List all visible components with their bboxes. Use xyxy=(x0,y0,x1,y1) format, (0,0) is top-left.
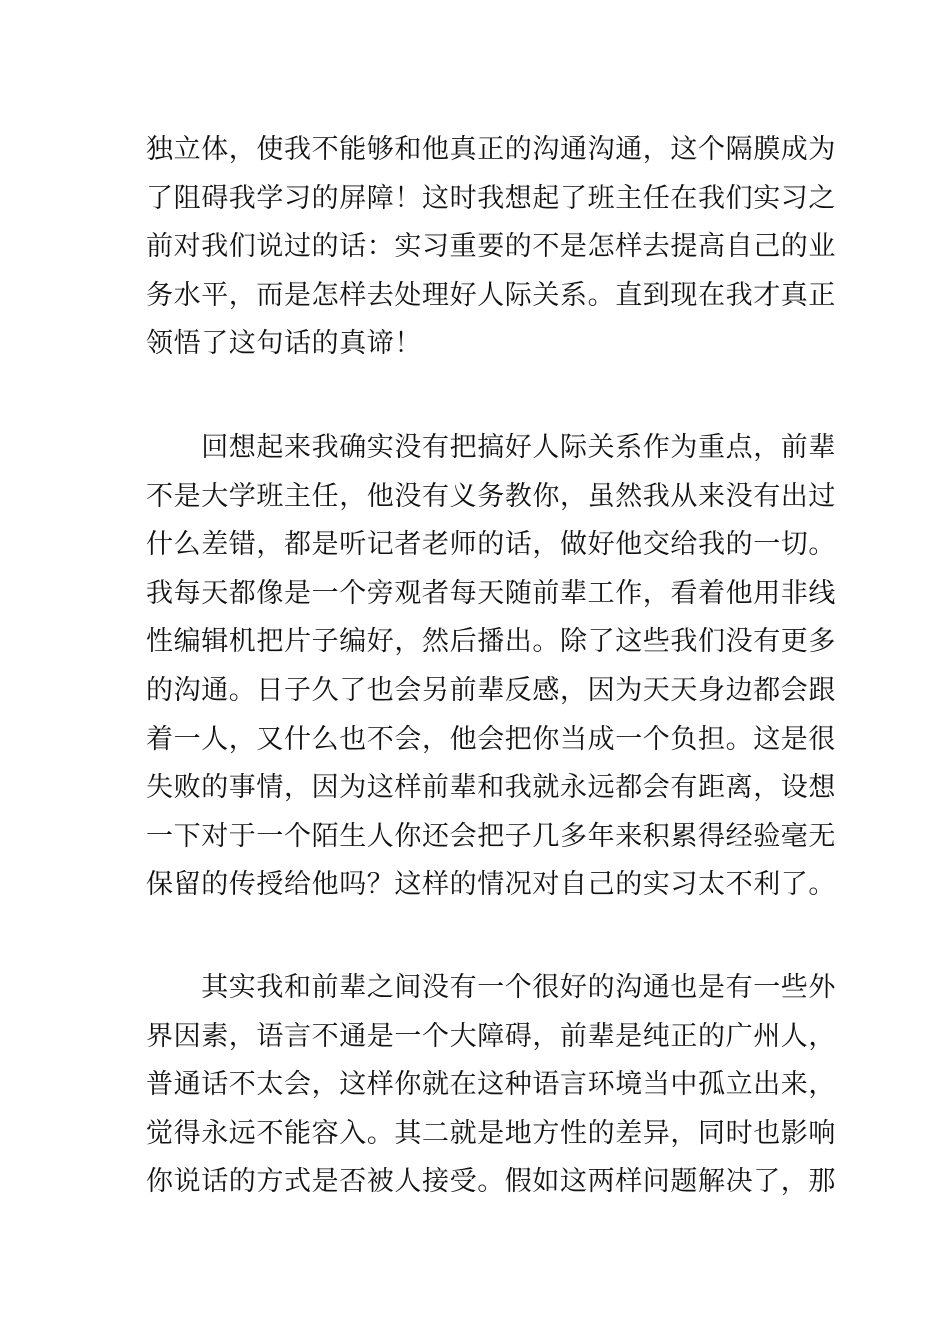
text-line: 一下对于一个陌生人你还会把子几多年来积累得经验毫无 xyxy=(146,820,836,852)
text-line: 领悟了这句话的真谛！ xyxy=(146,328,422,360)
text-line: 什么差错，都是听记者老师的话，做好他交给我的一切。 xyxy=(146,529,836,561)
text-line: 界因素，语言不通是一个大障碍，前辈是纯正的广州人， xyxy=(146,1020,836,1052)
text-line: 着一人，又什么也不会，他会把你当成一个负担。这是很 xyxy=(146,723,836,755)
text-line: 不是大学班主任，他没有义务教你，虽然我从来没有出过 xyxy=(146,480,836,512)
text-line: 失败的事情，因为这样前辈和我就永远都会有距离，设想 xyxy=(146,772,836,804)
text-line: 觉得永远不能容入。其二就是地方性的差异，同时也影响 xyxy=(146,1117,836,1149)
text-line: 我每天都像是一个旁观者每天随前辈工作，看着他用非线 xyxy=(146,577,836,609)
text-line: 回想起来我确实没有把搞好人际关系作为重点，前辈 xyxy=(146,432,836,463)
text-line: 前对我们说过的话：实习重要的不是怎样去提高自己的业 xyxy=(146,231,836,263)
paragraph-2 xyxy=(146,424,836,910)
text-line: 的沟通。日子久了也会另前辈反感，因为天天身边都会跟 xyxy=(146,674,836,706)
paragraph-3 xyxy=(146,964,836,1207)
paragraph-1 xyxy=(146,126,836,369)
text-line: 你说话的方式是否被人接受。假如这两样问题解决了，那 xyxy=(146,1166,836,1198)
text-line: 性编辑机把片子编好，然后播出。除了这些我们没有更多 xyxy=(146,626,836,658)
text-line: 保留的传授给他吗？这样的情况对自己的实习太不利了。 xyxy=(146,869,836,901)
text-line: 其实我和前辈之间没有一个很好的沟通也是有一些外 xyxy=(146,972,836,1003)
text-line: 务水平，而是怎样去处理好人际关系。直到现在我才真正 xyxy=(146,279,836,311)
text-line: 了阻碍我学习的屏障！这时我想起了班主任在我们实习之 xyxy=(146,182,836,214)
text-line: 独立体，使我不能够和他真正的沟通沟通，这个隔膜成为 xyxy=(146,134,836,165)
text-line: 普通话不太会，这样你就在这种语言环境当中孤立出来， xyxy=(146,1069,836,1101)
